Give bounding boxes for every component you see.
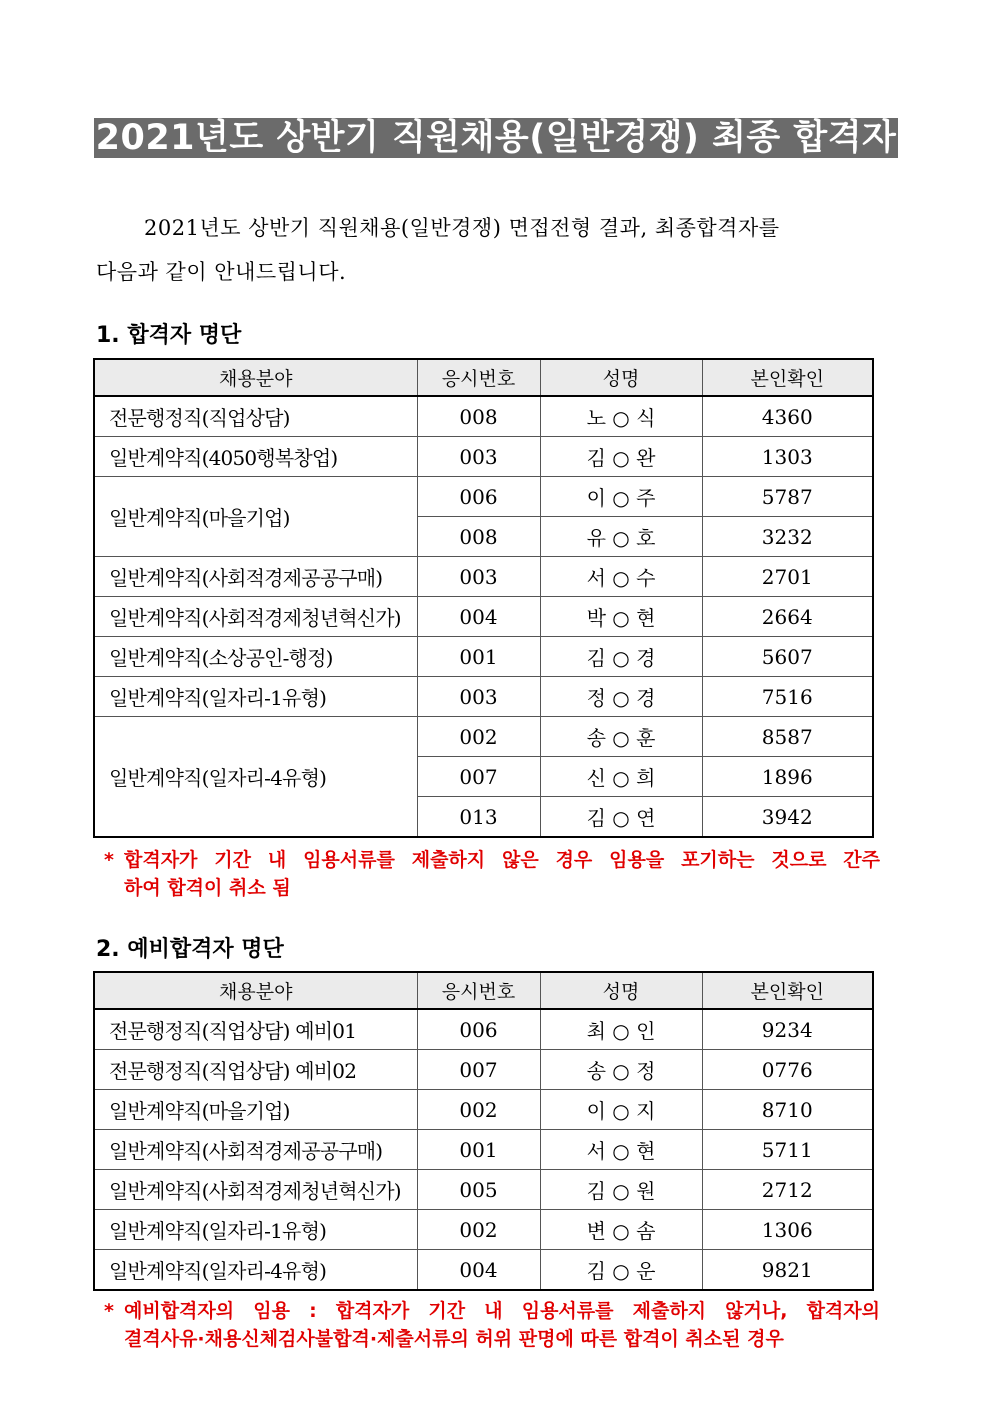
table-row — [94, 557, 873, 597]
cell-check: 8587 — [702, 717, 873, 757]
cell-check: 2701 — [702, 557, 873, 597]
cell-name: 이 ○ 주 — [540, 477, 702, 517]
cell-number: 003 — [417, 677, 540, 717]
cell-name: 서 ○ 현 — [540, 1130, 702, 1170]
cell-number: 003 — [417, 437, 540, 477]
cell-check: 3232 — [702, 517, 873, 557]
cell-field: 일반계약직(일자리-4유형) — [94, 1250, 417, 1291]
cell-field: 전문행정직(직업상담) — [94, 396, 417, 437]
column-header-name: 성명 — [540, 972, 702, 1009]
note-line-1: 합격자가 기간 내 임용서류를 제출하지 않은 경우 임용을 포기하는 것으로 간주 — [124, 849, 880, 871]
cell-name: 송 ○ 훈 — [540, 717, 702, 757]
cell-number: 013 — [417, 797, 540, 838]
cell-field: 일반계약직(일자리-4유형) — [94, 717, 417, 838]
cell-name: 박 ○ 현 — [540, 597, 702, 637]
cell-check: 0776 — [702, 1050, 873, 1090]
note-asterisk: * — [104, 1300, 114, 1322]
cell-name: 김 ○ 완 — [540, 437, 702, 477]
column-header-number: 응시번호 — [417, 359, 540, 396]
cell-field: 일반계약직(소상공인-행정) — [94, 637, 417, 677]
table-row — [94, 477, 873, 517]
cell-name: 변 ○ 솜 — [540, 1210, 702, 1250]
passers-note — [104, 846, 880, 902]
table-row — [94, 1050, 873, 1090]
note-line-2: 하여 합격이 취소 됨 — [124, 877, 291, 899]
cell-check: 5711 — [702, 1130, 873, 1170]
cell-field: 일반계약직(사회적경제공공구매) — [94, 557, 417, 597]
cell-field: 일반계약직(4050행복창업) — [94, 437, 417, 477]
intro-line-1: 2021년도 상반기 직원채용(일반경쟁) 면접전형 결과, 최종합격자를 — [144, 216, 780, 240]
cell-check: 5607 — [702, 637, 873, 677]
cell-check: 9821 — [702, 1250, 873, 1291]
table-row — [94, 1210, 873, 1250]
cell-check: 3942 — [702, 797, 873, 838]
note-asterisk: * — [104, 849, 114, 871]
cell-field: 일반계약직(사회적경제공공구매) — [94, 1130, 417, 1170]
cell-number: 002 — [417, 1210, 540, 1250]
cell-field: 일반계약직(마을기업) — [94, 1090, 417, 1130]
cell-number: 003 — [417, 557, 540, 597]
table-row — [94, 1130, 873, 1170]
cell-name: 이 ○ 지 — [540, 1090, 702, 1130]
cell-check: 1896 — [702, 757, 873, 797]
cell-field: 일반계약직(사회적경제청년혁신가) — [94, 1170, 417, 1210]
cell-check: 1306 — [702, 1210, 873, 1250]
cell-number: 008 — [417, 517, 540, 557]
cell-name: 정 ○ 경 — [540, 677, 702, 717]
table-row — [94, 677, 873, 717]
cell-number: 004 — [417, 1250, 540, 1291]
note-line-2: 결격사유·채용신체검사불합격·제출서류의 허위 판명에 따른 합격이 취소된 경우 — [124, 1328, 784, 1350]
cell-check: 5787 — [702, 477, 873, 517]
section-heading-passers: 1. 합격자 명단 — [96, 323, 242, 348]
table-row — [94, 637, 873, 677]
cell-number: 004 — [417, 597, 540, 637]
cell-check: 9234 — [702, 1009, 873, 1050]
table-row — [94, 437, 873, 477]
title-wrap — [0, 118, 992, 158]
cell-number: 002 — [417, 717, 540, 757]
cell-number: 006 — [417, 1009, 540, 1050]
cell-name: 김 ○ 경 — [540, 637, 702, 677]
cell-field: 전문행정직(직업상담) 예비02 — [94, 1050, 417, 1090]
cell-name: 김 ○ 원 — [540, 1170, 702, 1210]
cell-number: 008 — [417, 396, 540, 437]
reserve-note — [104, 1297, 880, 1353]
column-header-number: 응시번호 — [417, 972, 540, 1009]
cell-field: 전문행정직(직업상담) 예비01 — [94, 1009, 417, 1050]
cell-number: 005 — [417, 1170, 540, 1210]
cell-name: 김 ○ 운 — [540, 1250, 702, 1291]
cell-number: 002 — [417, 1090, 540, 1130]
cell-number: 007 — [417, 1050, 540, 1090]
reserve-table — [93, 971, 874, 1291]
cell-name: 유 ○ 호 — [540, 517, 702, 557]
cell-name: 노 ○ 식 — [540, 396, 702, 437]
column-header-name: 성명 — [540, 359, 702, 396]
cell-number: 007 — [417, 757, 540, 797]
cell-check: 8710 — [702, 1090, 873, 1130]
cell-check: 2712 — [702, 1170, 873, 1210]
table-row — [94, 597, 873, 637]
table-row — [94, 1250, 873, 1291]
cell-field: 일반계약직(사회적경제청년혁신가) — [94, 597, 417, 637]
cell-name: 신 ○ 희 — [540, 757, 702, 797]
cell-field: 일반계약직(일자리-1유형) — [94, 677, 417, 717]
cell-check: 4360 — [702, 396, 873, 437]
table-header-row — [94, 972, 873, 1009]
column-header-field: 채용분야 — [94, 972, 417, 1009]
table-row — [94, 1090, 873, 1130]
cell-name: 서 ○ 수 — [540, 557, 702, 597]
cell-field: 일반계약직(마을기업) — [94, 477, 417, 557]
table-row — [94, 1009, 873, 1050]
cell-check: 2664 — [702, 597, 873, 637]
cell-name: 송 ○ 정 — [540, 1050, 702, 1090]
cell-field: 일반계약직(일자리-1유형) — [94, 1210, 417, 1250]
cell-number: 001 — [417, 1130, 540, 1170]
table-header-row — [94, 359, 873, 396]
column-header-field: 채용분야 — [94, 359, 417, 396]
cell-name: 최 ○ 인 — [540, 1009, 702, 1050]
cell-check: 1303 — [702, 437, 873, 477]
intro-paragraph — [96, 206, 886, 294]
cell-number: 006 — [417, 477, 540, 517]
document-title: 2021년도 상반기 직원채용(일반경쟁) 최종 합격자 — [95, 118, 897, 158]
passers-table — [93, 358, 874, 838]
column-header-check: 본인확인 — [702, 359, 873, 396]
section-heading-reserve: 2. 예비합격자 명단 — [96, 937, 284, 962]
table-row — [94, 717, 873, 757]
cell-name: 김 ○ 연 — [540, 797, 702, 838]
column-header-check: 본인확인 — [702, 972, 873, 1009]
intro-line-2: 다음과 같이 안내드립니다. — [96, 260, 347, 284]
table-row — [94, 1170, 873, 1210]
cell-number: 001 — [417, 637, 540, 677]
note-line-1: 예비합격자의 임용 : 합격자가 기간 내 임용서류를 제출하지 않거나, 합격자의 — [124, 1300, 880, 1322]
table-row — [94, 396, 873, 437]
cell-check: 7516 — [702, 677, 873, 717]
